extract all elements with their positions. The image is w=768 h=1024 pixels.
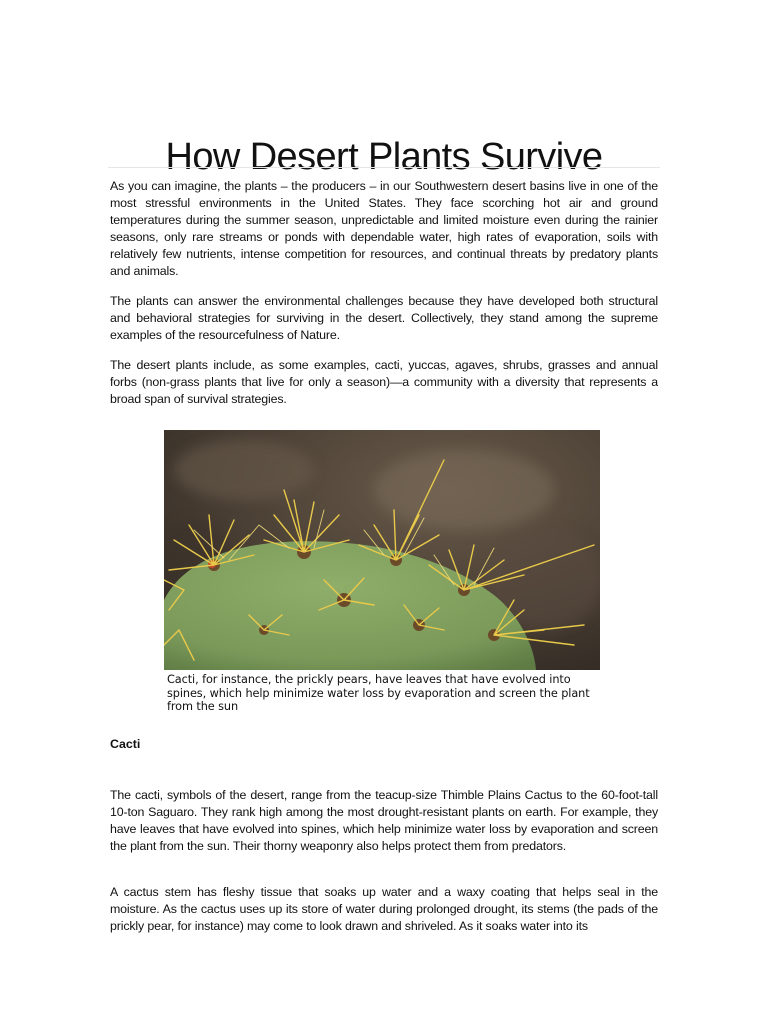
cactus-figure — [164, 430, 600, 716]
intro-paragraph-1: As you can imagine, the plants – the producers – in our Southwestern desert basins live in one of the most stressful environments in the United States. They face scorching hot air and ground temperatures during the summer season, unpredictable and limited moisture even during the rainier seasons, only rare streams or ponds with dependable water, high rates of evaporation, soils with relatively few nutrients, intense competition for resources, and continual threats by predatory plants and animals. — [110, 179, 658, 278]
intro-paragraph-2: The plants can answer the environmental challenges because they have developed both structural and behavioral strategies for surviving in the desert. Collectively, they stand among the supreme examples of the resourcefulness of Nature. — [110, 294, 658, 342]
intro-paragraph-3: The desert plants include, as some examples, cacti, yuccas, agaves, shrubs, grasses and annual forbs (non-grass plants that live for only a season)—a community with a diversity that represents a broad span of survival strategies. — [110, 358, 658, 406]
page-title: How Desert Plants Survive — [165, 136, 603, 179]
prickly-pear-photo — [164, 430, 600, 670]
section-heading-cacti: Cacti — [110, 737, 141, 751]
cacti-paragraph-1: The cacti, symbols of the desert, range from the teacup-size Thimble Plains Cactus to the 60-foot-tall 10-ton Saguaro. They rank high among the most drought-resistant plants on earth. For example, they have leaves that have evolved into spines, which help minimize water loss by evaporation and screen the plant from the sun. Their thorny weaponry also helps protect them from predators. — [110, 788, 658, 853]
figure-caption: Cacti, for instance, the prickly pears, have leaves that have evolved into spines, which help minimize water loss by evaporation and screen the plant from the sun — [167, 673, 590, 714]
title-divider — [108, 167, 660, 168]
cacti-paragraph-2: A cactus stem has fleshy tissue that soaks up water and a waxy coating that helps seal in the moisture. As the cactus uses up its store of water during prolonged drought, its stems (the pads of the prickly pear, for instance) may come to look drawn and shriveled. As it soaks water into its — [110, 885, 658, 933]
